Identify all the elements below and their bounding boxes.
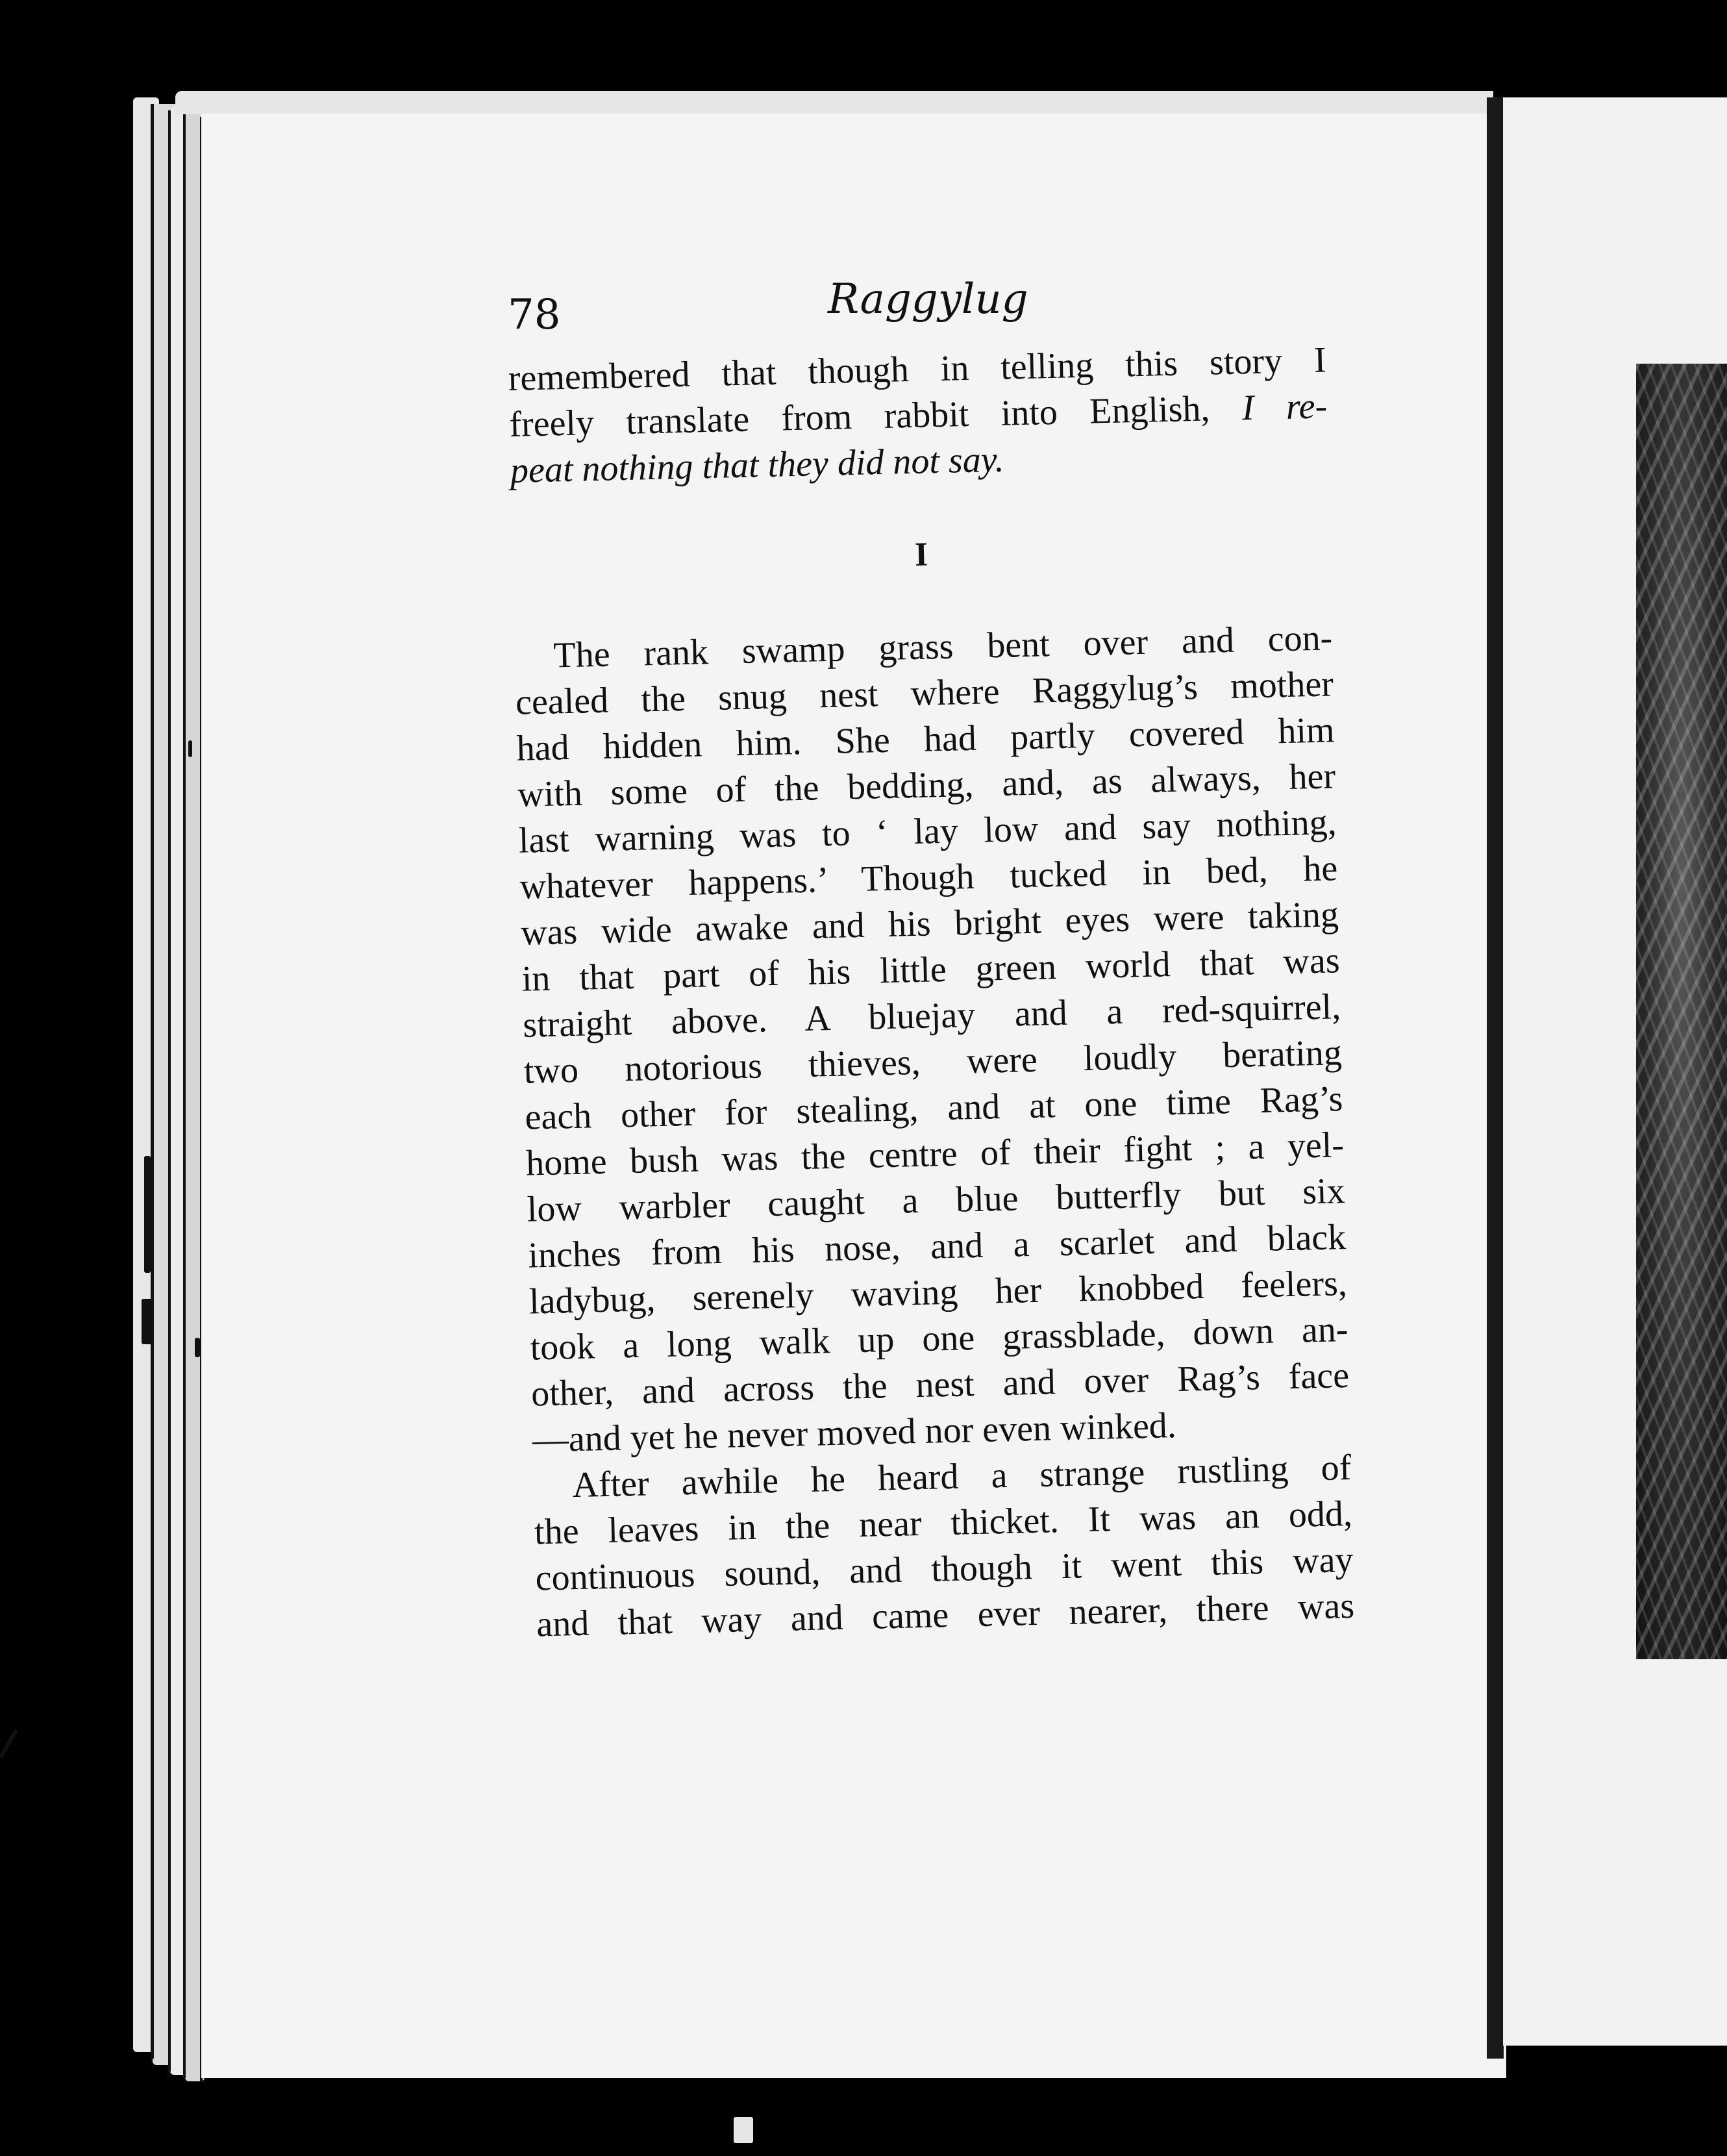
text-line: continuous sound, and though it went this way (535, 1539, 1354, 1599)
text-line: —and yet he never moved nor even winked. (532, 1405, 1177, 1460)
text-line: remembered that though in telling this story I (508, 340, 1327, 399)
italic-text: I re- (1241, 386, 1328, 429)
running-title: Raggylug (828, 275, 1028, 323)
body-text (508, 337, 1381, 1648)
text-line: straight above. A bluejay and a red-squirrel, (522, 986, 1341, 1046)
paragraph (514, 614, 1377, 1463)
text-line: After awhile he heard a strange rustling of (571, 1447, 1352, 1506)
page-top-edge (175, 91, 1493, 114)
text-line: was wide awake and his bright eyes were taking (520, 894, 1339, 953)
text-line: and that way and came ever nearer, there was (536, 1585, 1355, 1645)
book-gutter (1487, 97, 1504, 2059)
text-line: the leaves in the near thicket. It was an odd, (534, 1493, 1353, 1553)
illustration-plate (1636, 364, 1727, 1659)
text-line: peat nothing that they did not say. (510, 439, 1005, 491)
text-line: last warning was to ‘ lay low and say nothing, (518, 802, 1337, 861)
text-line: The rank swamp grass bent over and con- (553, 618, 1333, 676)
text-line: with some of the bedding, and, as always, her (517, 756, 1336, 815)
text-line: took a long walk up one grassblade, down an- (529, 1309, 1349, 1368)
text-line: low warbler caught a blue butterfly but six (527, 1171, 1346, 1230)
text-line: ladybug, serenely waving her knobbed feelers, (528, 1263, 1348, 1322)
margin-mark (734, 2117, 753, 2143)
text-line: whatever happens.’ Though tucked in bed, he (519, 848, 1338, 907)
text-line: inches from his nose, and a scarlet and black (527, 1217, 1347, 1276)
intro-paragraph (508, 337, 1354, 494)
page-edge-shadow (168, 110, 171, 2072)
text-line: other, and across the nest and over Rag’s face (530, 1355, 1350, 1414)
margin-mark (188, 740, 192, 757)
text-line: had hidden him. She had partly covered him (516, 710, 1336, 769)
paragraph (533, 1444, 1381, 1648)
margin-mark (142, 1299, 153, 1344)
text-line: each other for stealing, and at one time Rag’s (524, 1079, 1343, 1138)
text-line-part: freely translate from rabbit into English, (508, 388, 1211, 445)
text-line: in that part of his little green world that was (521, 940, 1341, 999)
margin-mark (0, 1729, 18, 1759)
section-number: I (914, 536, 928, 573)
text-line: home bush was the centre of their fight ; a yel- (525, 1125, 1345, 1184)
page-number: 78 (508, 291, 561, 339)
margin-mark (144, 1156, 151, 1273)
page-edge-shadow (151, 104, 154, 2059)
text-line: cealed the snug nest where Raggylug’s mother (515, 664, 1334, 723)
text-line: two notorious thieves, were loudly berating (523, 1033, 1343, 1092)
page-edge-shadow (183, 114, 186, 2078)
margin-mark (195, 1338, 200, 1357)
